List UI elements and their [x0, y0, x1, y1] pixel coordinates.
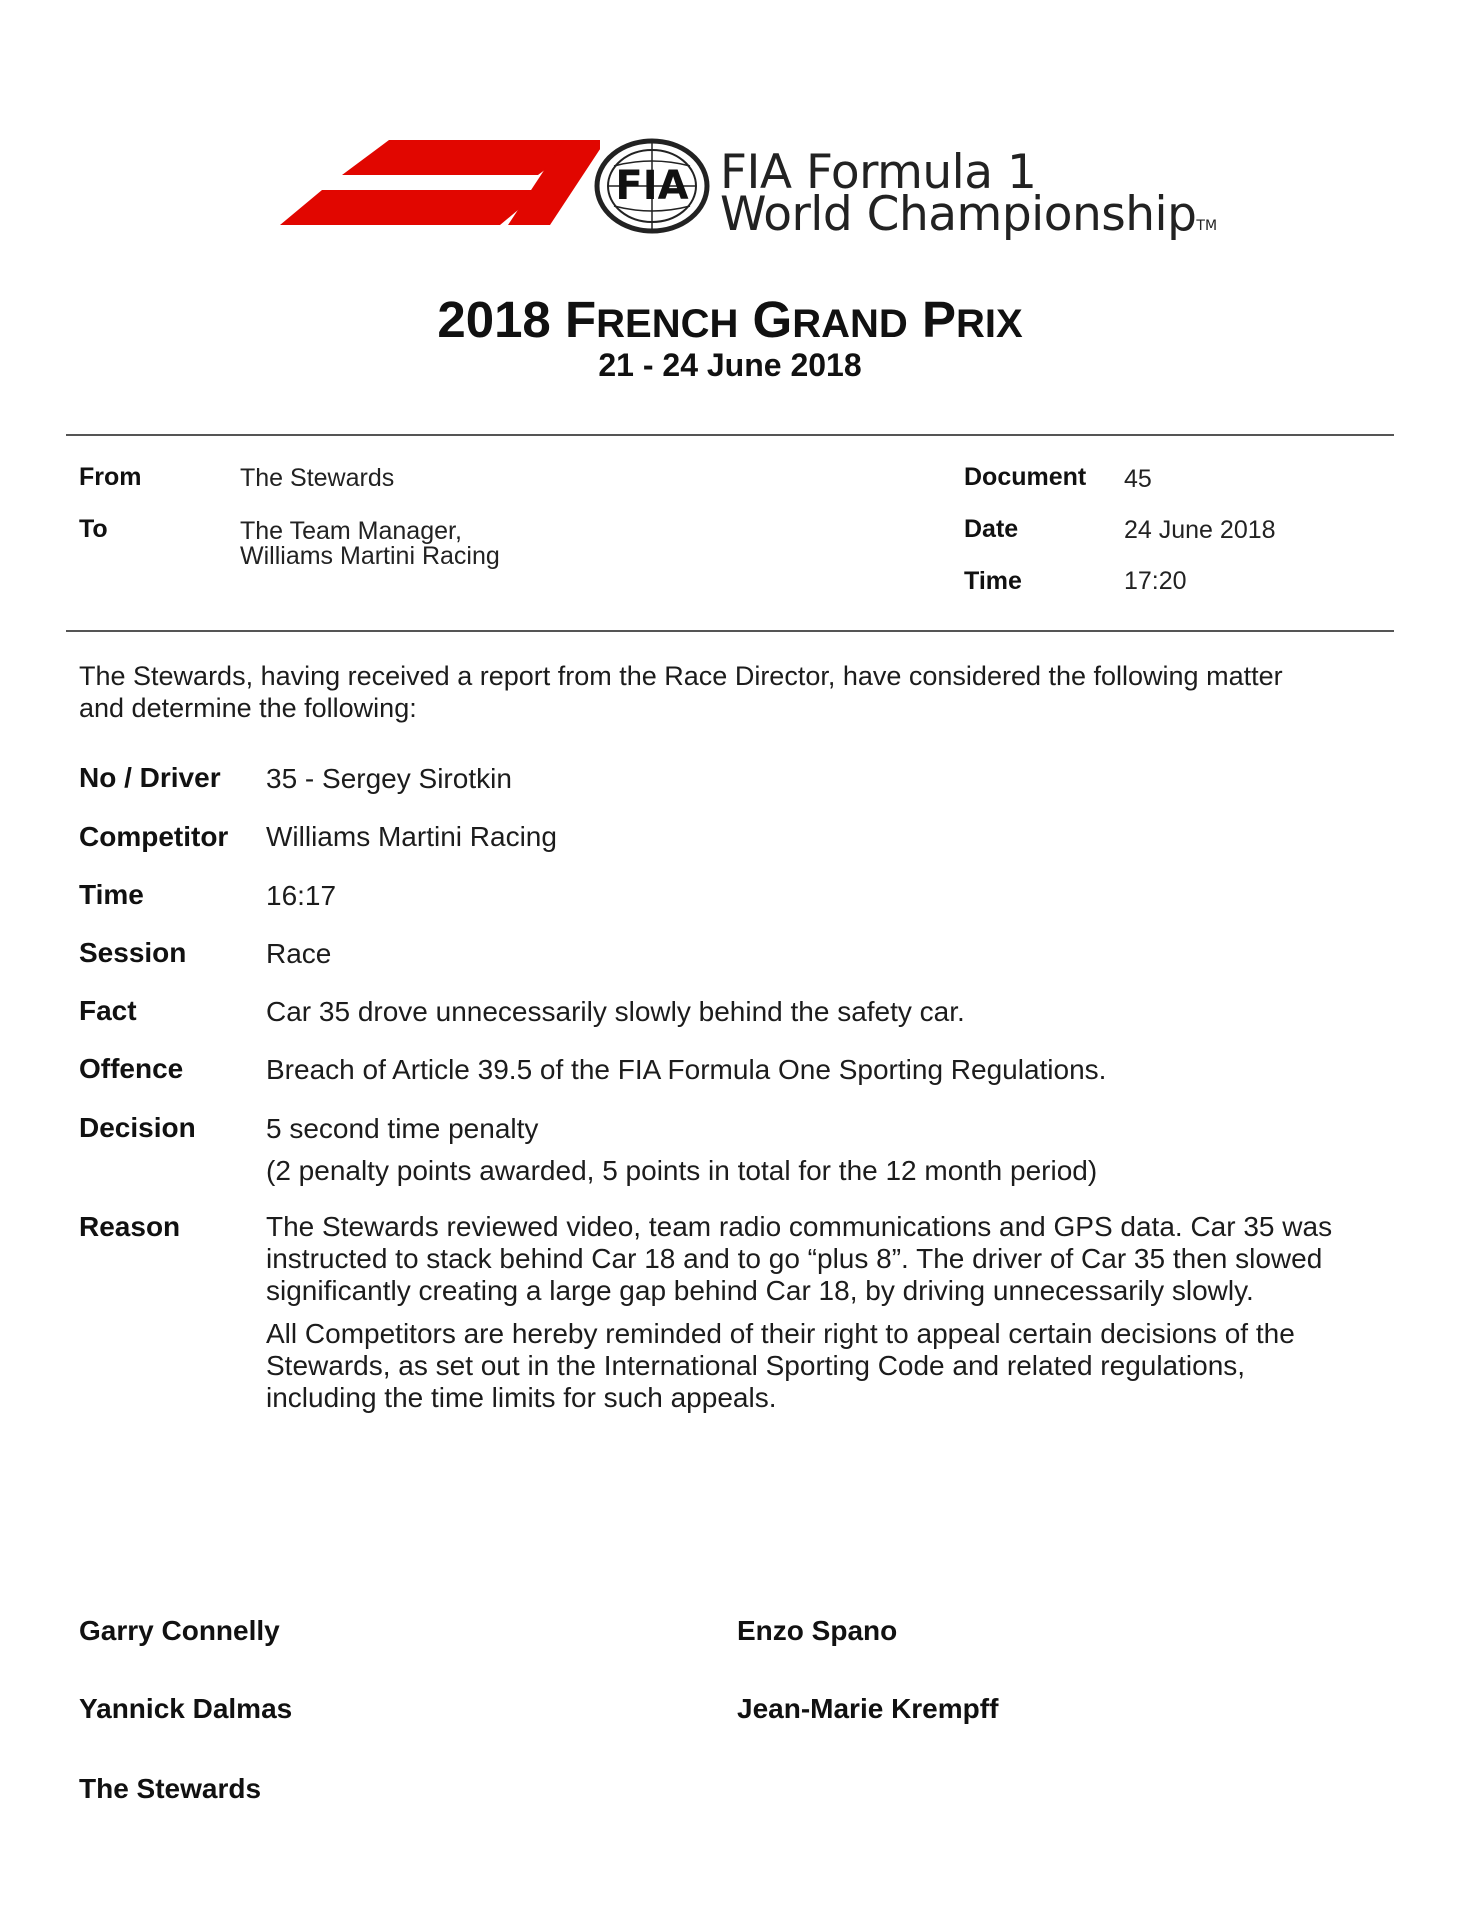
stewards-footer: The Stewards — [79, 1773, 262, 1804]
time-field-value: 16:17 — [266, 880, 337, 911]
driver-label: No / Driver — [79, 762, 221, 793]
time-field-label: Time — [79, 879, 144, 910]
to-value-line1: The Team Manager, — [240, 517, 462, 545]
session-value: Race — [266, 938, 332, 969]
steward-name-1: Garry Connelly — [79, 1615, 280, 1646]
fia-seal-text: FIA — [615, 163, 689, 209]
decision-value-line1: 5 second time penalty — [266, 1113, 539, 1144]
steward-name-2: Enzo Spano — [737, 1615, 898, 1646]
reason-p1-line2: instructed to stack behind Car 18 and to go “plus 8”. The driver of Car 35 then slowed — [266, 1243, 1323, 1274]
document-label: Document — [964, 463, 1087, 491]
from-value: The Stewards — [240, 464, 395, 492]
trademark-mark: TM — [1196, 218, 1218, 234]
competitor-value: Williams Martini Racing — [266, 821, 557, 852]
title-rand: RAND — [792, 302, 908, 346]
title-rix: RIX — [955, 302, 1023, 346]
intro-line2: and determine the following: — [79, 693, 417, 723]
fact-label: Fact — [79, 995, 137, 1026]
time-value: 17:20 — [1124, 567, 1187, 595]
reason-p1-line3: significantly creating a large gap behind Car 18, by driving unnecessarily slowly. — [266, 1275, 1254, 1306]
title-rench: RENCH — [596, 302, 739, 346]
divider-top — [66, 434, 1394, 436]
reason-label: Reason — [79, 1211, 181, 1242]
title-year: 2018 — [437, 291, 551, 348]
offence-label: Offence — [79, 1053, 184, 1084]
competitor-label: Competitor — [79, 821, 229, 852]
intro-line1: The Stewards, having received a report from the Race Director, have considered the following matter — [79, 661, 1283, 691]
from-label: From — [79, 463, 142, 491]
fact-value: Car 35 drove unnecessarily slowly behind the safety car. — [266, 996, 965, 1027]
time-label: Time — [964, 567, 1022, 595]
logo-line-1: FIA Formula 1 — [720, 145, 1037, 200]
decision-label: Decision — [79, 1112, 196, 1143]
divider-bottom — [66, 630, 1394, 632]
offence-value: Breach of Article 39.5 of the FIA Formula One Sporting Regulations. — [266, 1054, 1107, 1085]
to-label: To — [79, 515, 108, 543]
date-value: 24 June 2018 — [1124, 516, 1276, 544]
logo-line-2-text: World Championship — [720, 187, 1197, 242]
title-p: P — [921, 291, 956, 348]
f1-logo-icon — [280, 130, 600, 230]
decision-value-line2: (2 penalty points awarded, 5 points in total for the 12 month period) — [266, 1155, 1098, 1186]
date-label: Date — [964, 515, 1019, 543]
to-value-line2: Williams Martini Racing — [240, 542, 500, 570]
reason-p1-line1: The Stewards reviewed video, team radio communications and GPS data. Car 35 was — [266, 1211, 1333, 1242]
fia-f1-logo — [280, 130, 1240, 260]
steward-name-4: Jean-Marie Krempff — [737, 1693, 999, 1724]
reason-p2-line3: including the time limits for such appeals. — [266, 1382, 777, 1413]
fia-seal-icon — [594, 138, 710, 234]
document-value: 45 — [1124, 465, 1152, 493]
reason-p2-line1: All Competitors are hereby reminded of their right to appeal certain decisions of the — [266, 1318, 1295, 1349]
driver-value: 35 - Sergey Sirotkin — [266, 763, 512, 794]
session-label: Session — [79, 937, 187, 968]
title-g: G — [752, 291, 793, 348]
event-dates: 21 - 24 June 2018 — [598, 347, 862, 383]
reason-p2-line2: Stewards, as set out in the International Sporting Code and related regulations, — [266, 1350, 1246, 1381]
steward-name-3: Yannick Dalmas — [79, 1693, 293, 1724]
logo-line-2 — [720, 187, 1218, 251]
title-f: F — [564, 291, 597, 348]
